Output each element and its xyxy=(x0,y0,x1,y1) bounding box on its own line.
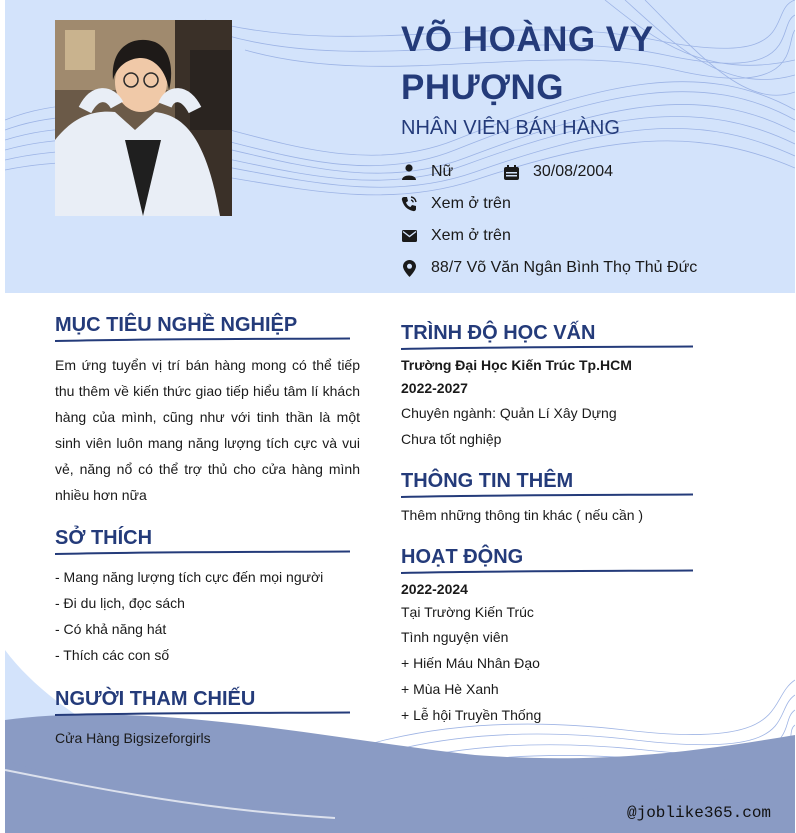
hobby-item: - Mang năng lượng tích cực đến mọi người xyxy=(55,569,324,585)
address-row xyxy=(401,259,697,277)
extra-info-title: THÔNG TIN THÊM xyxy=(401,470,574,492)
objective-title: MỤC TIÊU NGHỀ NGHIỆP xyxy=(55,314,298,336)
gender-row xyxy=(401,163,453,181)
name-line-2: PHƯỢNG xyxy=(401,68,565,107)
envelope-icon xyxy=(401,228,417,244)
hobby-item: - Có khả năng hát xyxy=(55,621,167,637)
education-status: Chưa tốt nghiệp xyxy=(401,431,502,447)
objective-text: Em ứng tuyển vị trí bán hàng mong có thể tiếp thu thêm về kiến thức giao tiếp hiểu tâm lí khách hàng của mình, cũng như với tinh thần là một sinh viên luôn mang năng lượng tích cực và vui vẻ, năng nổ có thể trợ thủ cho cửa hàng mình nhiều hơn nữa xyxy=(55,357,360,503)
education-major: Chuyên ngành: Quản Lí Xây Dựng xyxy=(401,405,617,421)
birthdate-value: 30/08/2004 xyxy=(533,163,614,180)
phone-row xyxy=(401,195,511,213)
watermark-text: @joblike365.com xyxy=(627,804,772,822)
extra-info-text: Thêm những thông tin khác ( nếu cần ) xyxy=(401,507,644,523)
hobby-item: - Đi du lịch, đọc sách xyxy=(55,595,185,611)
birthdate-row xyxy=(503,163,613,181)
activity-line: + Mùa Hè Xanh xyxy=(401,681,499,697)
email-value: Xem ở trên xyxy=(431,227,511,244)
cv-page xyxy=(5,0,795,833)
activity-line: Tình nguyện viên xyxy=(401,629,509,645)
name-line-1: VÕ HOÀNG VY xyxy=(401,20,654,59)
reference-text: Cửa Hàng Bigsizeforgirls xyxy=(55,730,211,746)
activities-title: HOẠT ĐỘNG xyxy=(401,546,524,568)
education-title: TRÌNH ĐỘ HỌC VẤN xyxy=(401,322,596,344)
education-school: Trường Đại Học Kiến Trúc Tp.HCM xyxy=(401,357,632,373)
phone-value: Xem ở trên xyxy=(431,195,511,212)
email-row xyxy=(401,227,511,245)
activity-line: + Lễ hội Truyền Thống xyxy=(401,707,542,723)
location-pin-icon xyxy=(401,260,417,276)
candidate-name xyxy=(401,16,781,112)
extra-info-underline xyxy=(401,493,693,499)
activities-years: 2022-2024 xyxy=(401,581,468,597)
person-icon xyxy=(401,164,417,180)
address-value: 88/7 Võ Văn Ngân Bình Thọ Thủ Đức xyxy=(431,259,698,276)
activities-underline xyxy=(401,569,693,575)
objective-underline xyxy=(55,337,350,343)
gender-value: Nữ xyxy=(431,163,454,180)
profile-photo xyxy=(55,20,232,216)
hobbies-underline xyxy=(55,550,350,556)
hobbies-title: SỞ THÍCH xyxy=(55,527,153,549)
hobby-item: - Thích các con số xyxy=(55,647,170,663)
calendar-icon xyxy=(503,164,519,180)
education-underline xyxy=(401,345,693,351)
activity-line: + Hiến Máu Nhân Đạo xyxy=(401,655,540,671)
reference-underline xyxy=(55,711,350,717)
education-years: 2022-2027 xyxy=(401,380,468,396)
job-title: NHÂN VIÊN BÁN HÀNG xyxy=(401,117,620,139)
activity-line: Tại Trường Kiến Trúc xyxy=(401,604,534,620)
phone-icon xyxy=(401,196,417,212)
reference-title: NGƯỜI THAM CHIẾU xyxy=(55,688,256,710)
